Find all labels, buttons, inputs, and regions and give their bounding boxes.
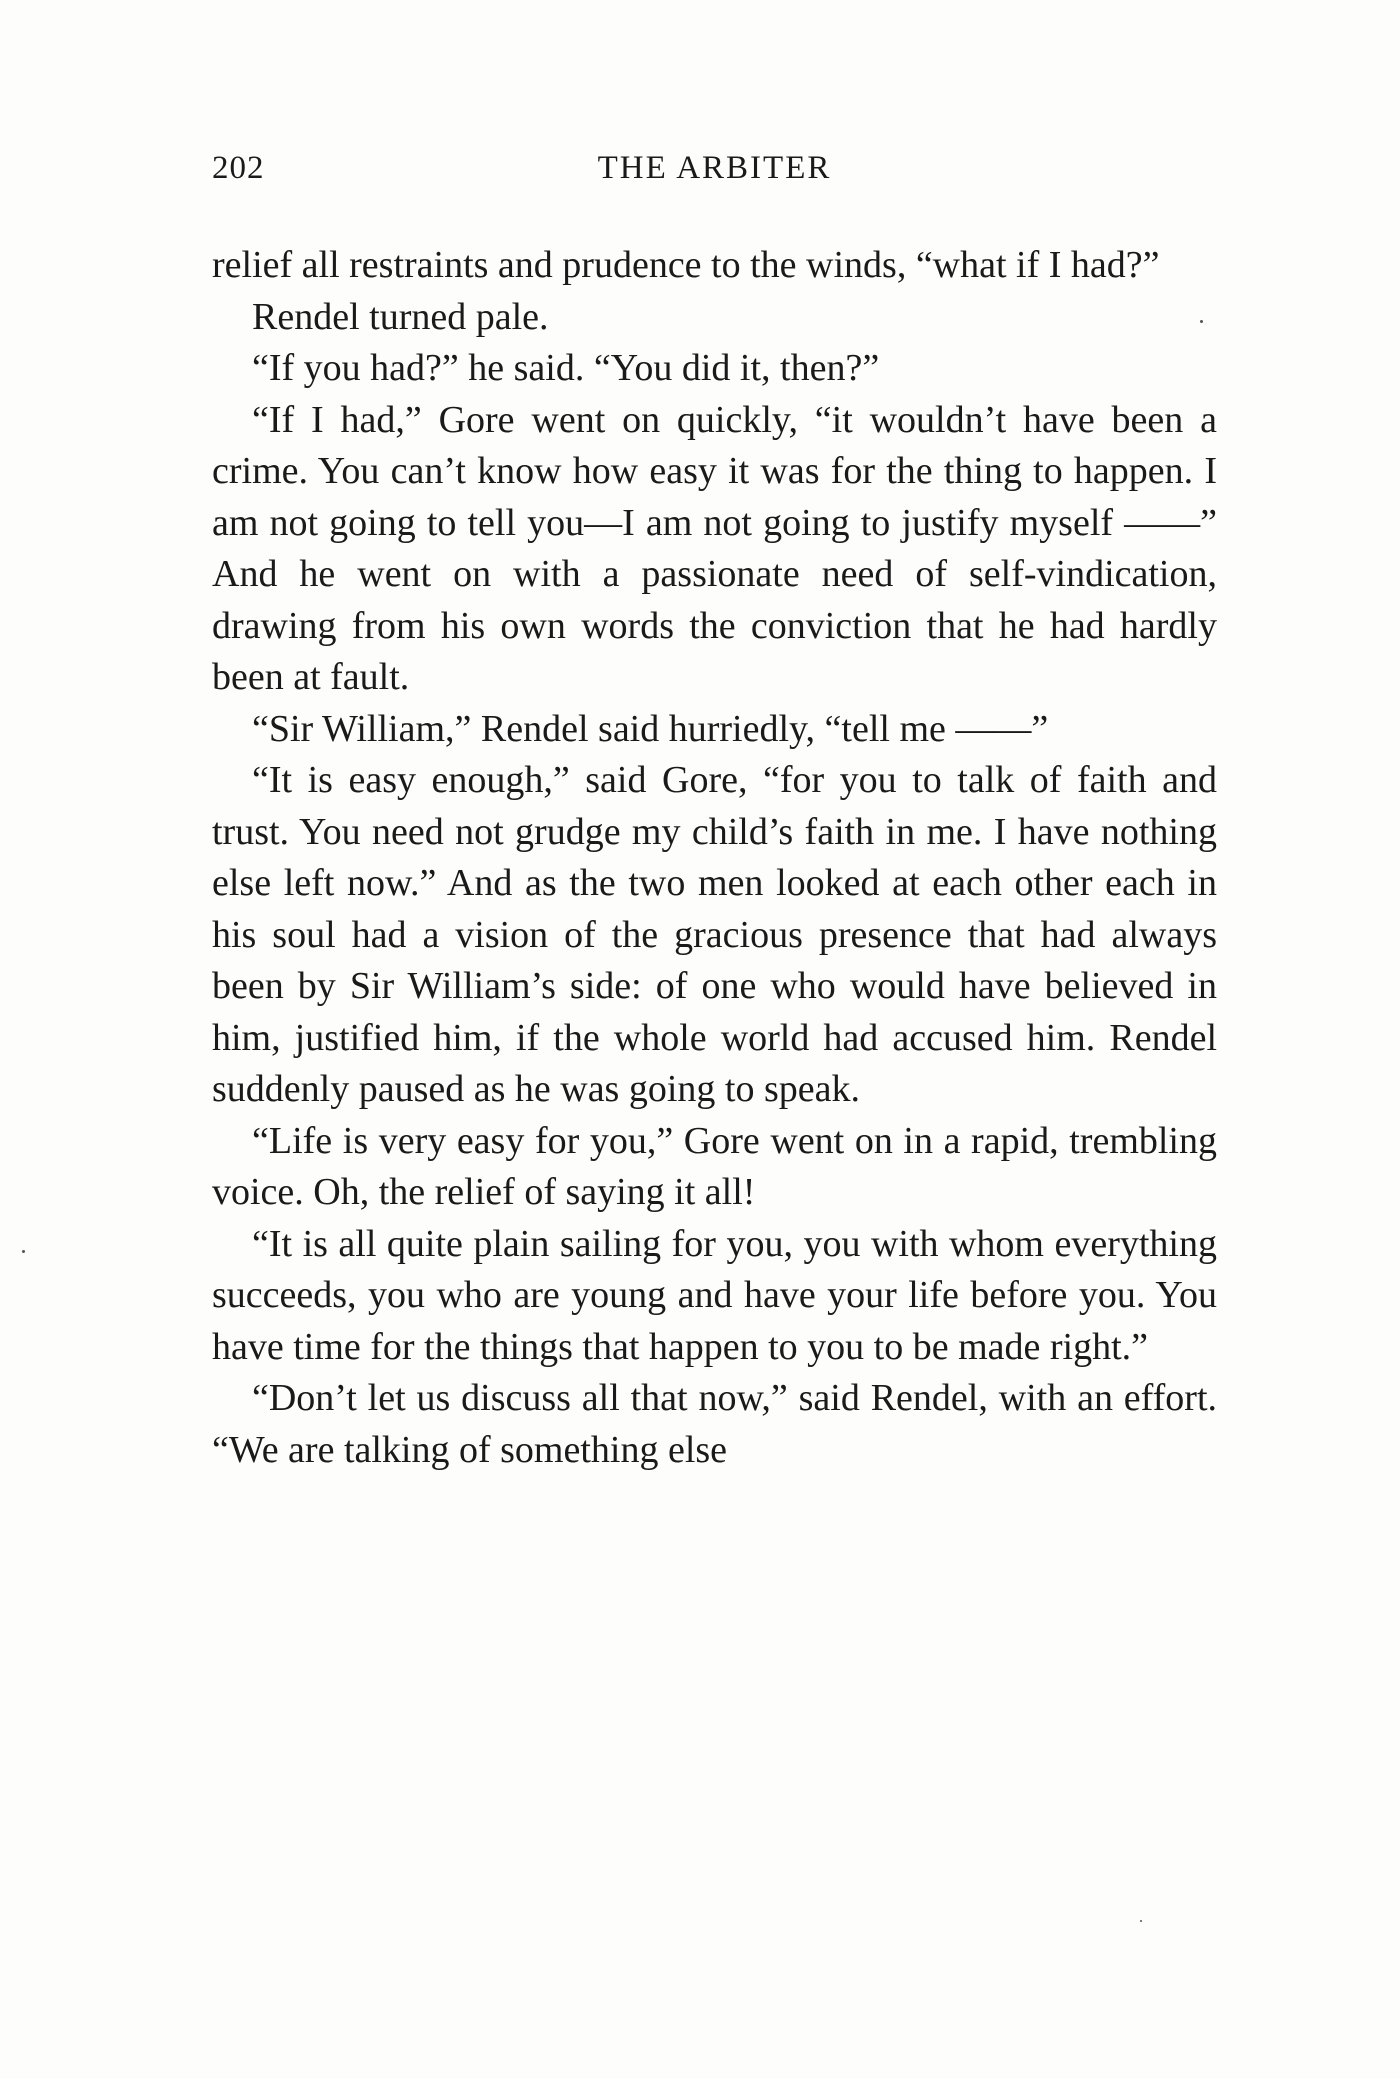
body-text — [212, 240, 1217, 1476]
scan-speck — [1140, 1920, 1142, 1922]
page-number: 202 — [212, 150, 265, 186]
paragraph: Rendel turned pale. — [252, 295, 549, 338]
paragraph: “If I had,” Gore went on quickly, “it wouldn’t have been a crime. You can’t know how easy it was for the thing to happen. I am not going to tell you—I am not going to justify myself ——” And he went on with a passionate need of self-vindication, drawing from his own words the conviction that he had hardly been at fault. — [212, 398, 1217, 698]
paragraph: “Life is very easy for you,” Gore went on in a rapid, trembling voice. Oh, the relief of saying it all! — [212, 1119, 1217, 1213]
scan-speck — [1200, 320, 1203, 323]
paragraph: “It is all quite plain sailing for you, you with whom everything succeeds, you who are young and have your life before you. You have time for the things that happen to you to be made right.” — [212, 1222, 1217, 1368]
paragraph: relief all restraints and prudence to the winds, “what if I had?” — [212, 244, 1160, 286]
running-title: THE ARBITER — [597, 150, 832, 186]
paragraph: “If you had?” he said. “You did it, then?” — [252, 347, 880, 389]
scan-speck — [22, 1250, 25, 1253]
paragraph: “It is easy enough,” said Gore, “for you to talk of faith and trust. You need not grudge my child’s faith in me. I have nothing else left now.” And as the two men looked at each other each in his soul had a vision of the gracious presence that had always been by Sir William’s side: of one who would have believed in him, justified him, if the whole world had accused him. Rendel suddenly paused as he was going to speak. — [212, 759, 1217, 1110]
running-head — [212, 150, 1217, 200]
paragraph: “Sir William,” Rendel said hurriedly, “tell me ——” — [252, 707, 1049, 750]
paragraph: “Don’t let us discuss all that now,” said Rendel, with an effort. “We are talking of something else — [212, 1377, 1217, 1471]
